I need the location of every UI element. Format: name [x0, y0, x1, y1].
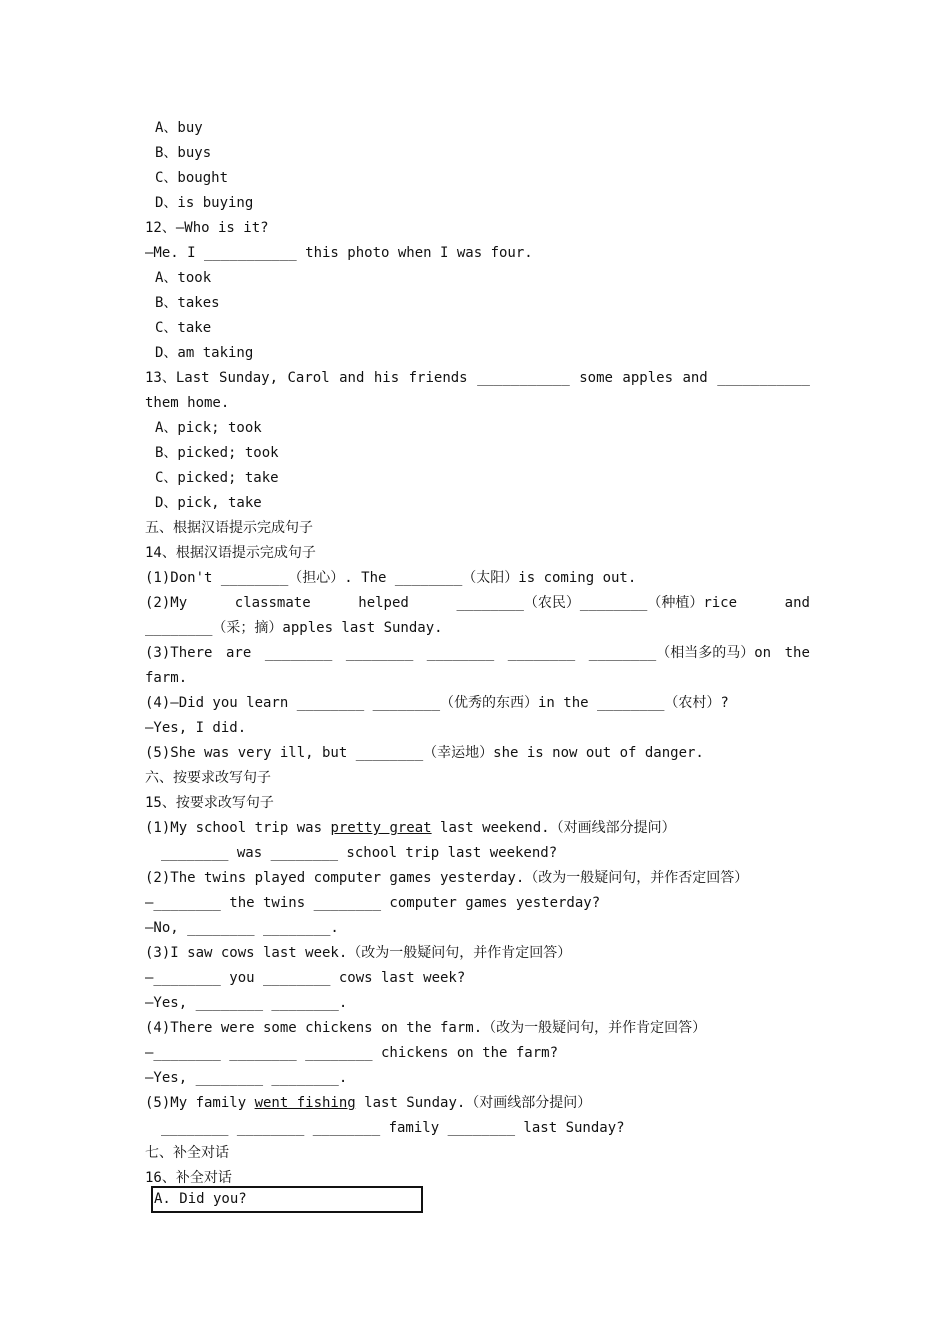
q11-option-d: D、is buying [155, 195, 254, 211]
q14-sentence-4: (4)—Did you learn ________ ________（优秀的东西）in the ________（农村）? [145, 695, 729, 711]
q15-sentence-1: (1)My school trip was pretty great last weekend.（对画线部分提问） [145, 820, 676, 836]
underlined-phrase: pretty great [330, 820, 432, 836]
q11-option-b: B、buys [155, 145, 212, 161]
q12-option-a: A、took [155, 270, 212, 286]
q13-stem-cont: them home. [145, 395, 230, 411]
q14-sentence-3: (3)There are ________ ________ ________ ________ ________（相当多的马）on the [145, 645, 810, 661]
underlined-phrase: went fishing [254, 1095, 356, 1111]
q12-sentence: —Me. I ___________ this photo when I was four. [145, 245, 533, 261]
q14-sentence-2: (2)My classmate helped ________（农民）________（种植）rice and [145, 595, 810, 611]
q15-sentence-5-answer: ________ ________ ________ family ________ last Sunday? [161, 1120, 625, 1136]
q15-sentence-4: (4)There were some chickens on the farm.（改为一般疑问句，并作肯定回答） [145, 1020, 707, 1036]
q14-sentence-4-answer: —Yes, I did. [145, 720, 247, 736]
section5-title: 五、根据汉语提示完成句子 [145, 520, 313, 536]
q12-option-d: D、am taking [155, 345, 254, 361]
q12-stem: 12、—Who is it? [145, 220, 269, 236]
q13-option-a: A、pick; took [155, 420, 262, 436]
section7-title: 七、补全对话 [145, 1145, 229, 1161]
q15-sentence-2-answer: —No, ________ ________. [145, 920, 339, 936]
q12-option-b: B、takes [155, 295, 220, 311]
q15-sentence-2-question: —________ the twins ________ computer games yesterday? [145, 895, 601, 911]
q15-sentence-3-answer: —Yes, ________ ________. [145, 995, 348, 1011]
q15-title: 15、按要求改写句子 [145, 795, 274, 811]
q15-sentence-2: (2)The twins played computer games yesterday.（改为一般疑问句，并作否定回答） [145, 870, 749, 886]
dialog-options-box: A. Did you? [151, 1186, 423, 1213]
q13-option-b: B、picked; took [155, 445, 279, 461]
q14-title: 14、根据汉语提示完成句子 [145, 545, 316, 561]
q15-sentence-4-answer: —Yes, ________ ________. [145, 1070, 348, 1086]
q15-sentence-5: (5)My family went fishing last Sunday.（对画线部分提问） [145, 1095, 592, 1111]
q14-sentence-5: (5)She was very ill, but ________（幸运地）she is now out of danger. [145, 745, 704, 761]
q15-sentence-4-question: —________ ________ ________ chickens on the farm? [145, 1045, 559, 1061]
q13-option-c: C、picked; take [155, 470, 279, 486]
q15-sentence-3-question: —________ you ________ cows last week? [145, 970, 466, 986]
q15-sentence-1-answer: ________ was ________ school trip last weekend? [161, 845, 558, 861]
q13-option-d: D、pick, take [155, 495, 262, 511]
section6-title: 六、按要求改写句子 [145, 770, 271, 786]
q16-title: 16、补全对话 [145, 1170, 232, 1186]
q15-sentence-3: (3)I saw cows last week.（改为一般疑问句，并作肯定回答） [145, 945, 572, 961]
q11-option-a: A、buy [155, 120, 203, 136]
worksheet-page [145, 116, 810, 1191]
q13-stem: 13、Last Sunday, Carol and his friends ___________ some apples and ___________ [145, 370, 810, 386]
q14-sentence-1: (1)Don't ________（担心）. The ________（太阳）is coming out. [145, 570, 637, 586]
q12-option-c: C、take [155, 320, 212, 336]
q11-option-c: C、bought [155, 170, 229, 186]
q14-sentence-2-cont: ________（采；摘）apples last Sunday. [145, 620, 443, 636]
q14-sentence-3-cont: farm. [145, 670, 188, 686]
